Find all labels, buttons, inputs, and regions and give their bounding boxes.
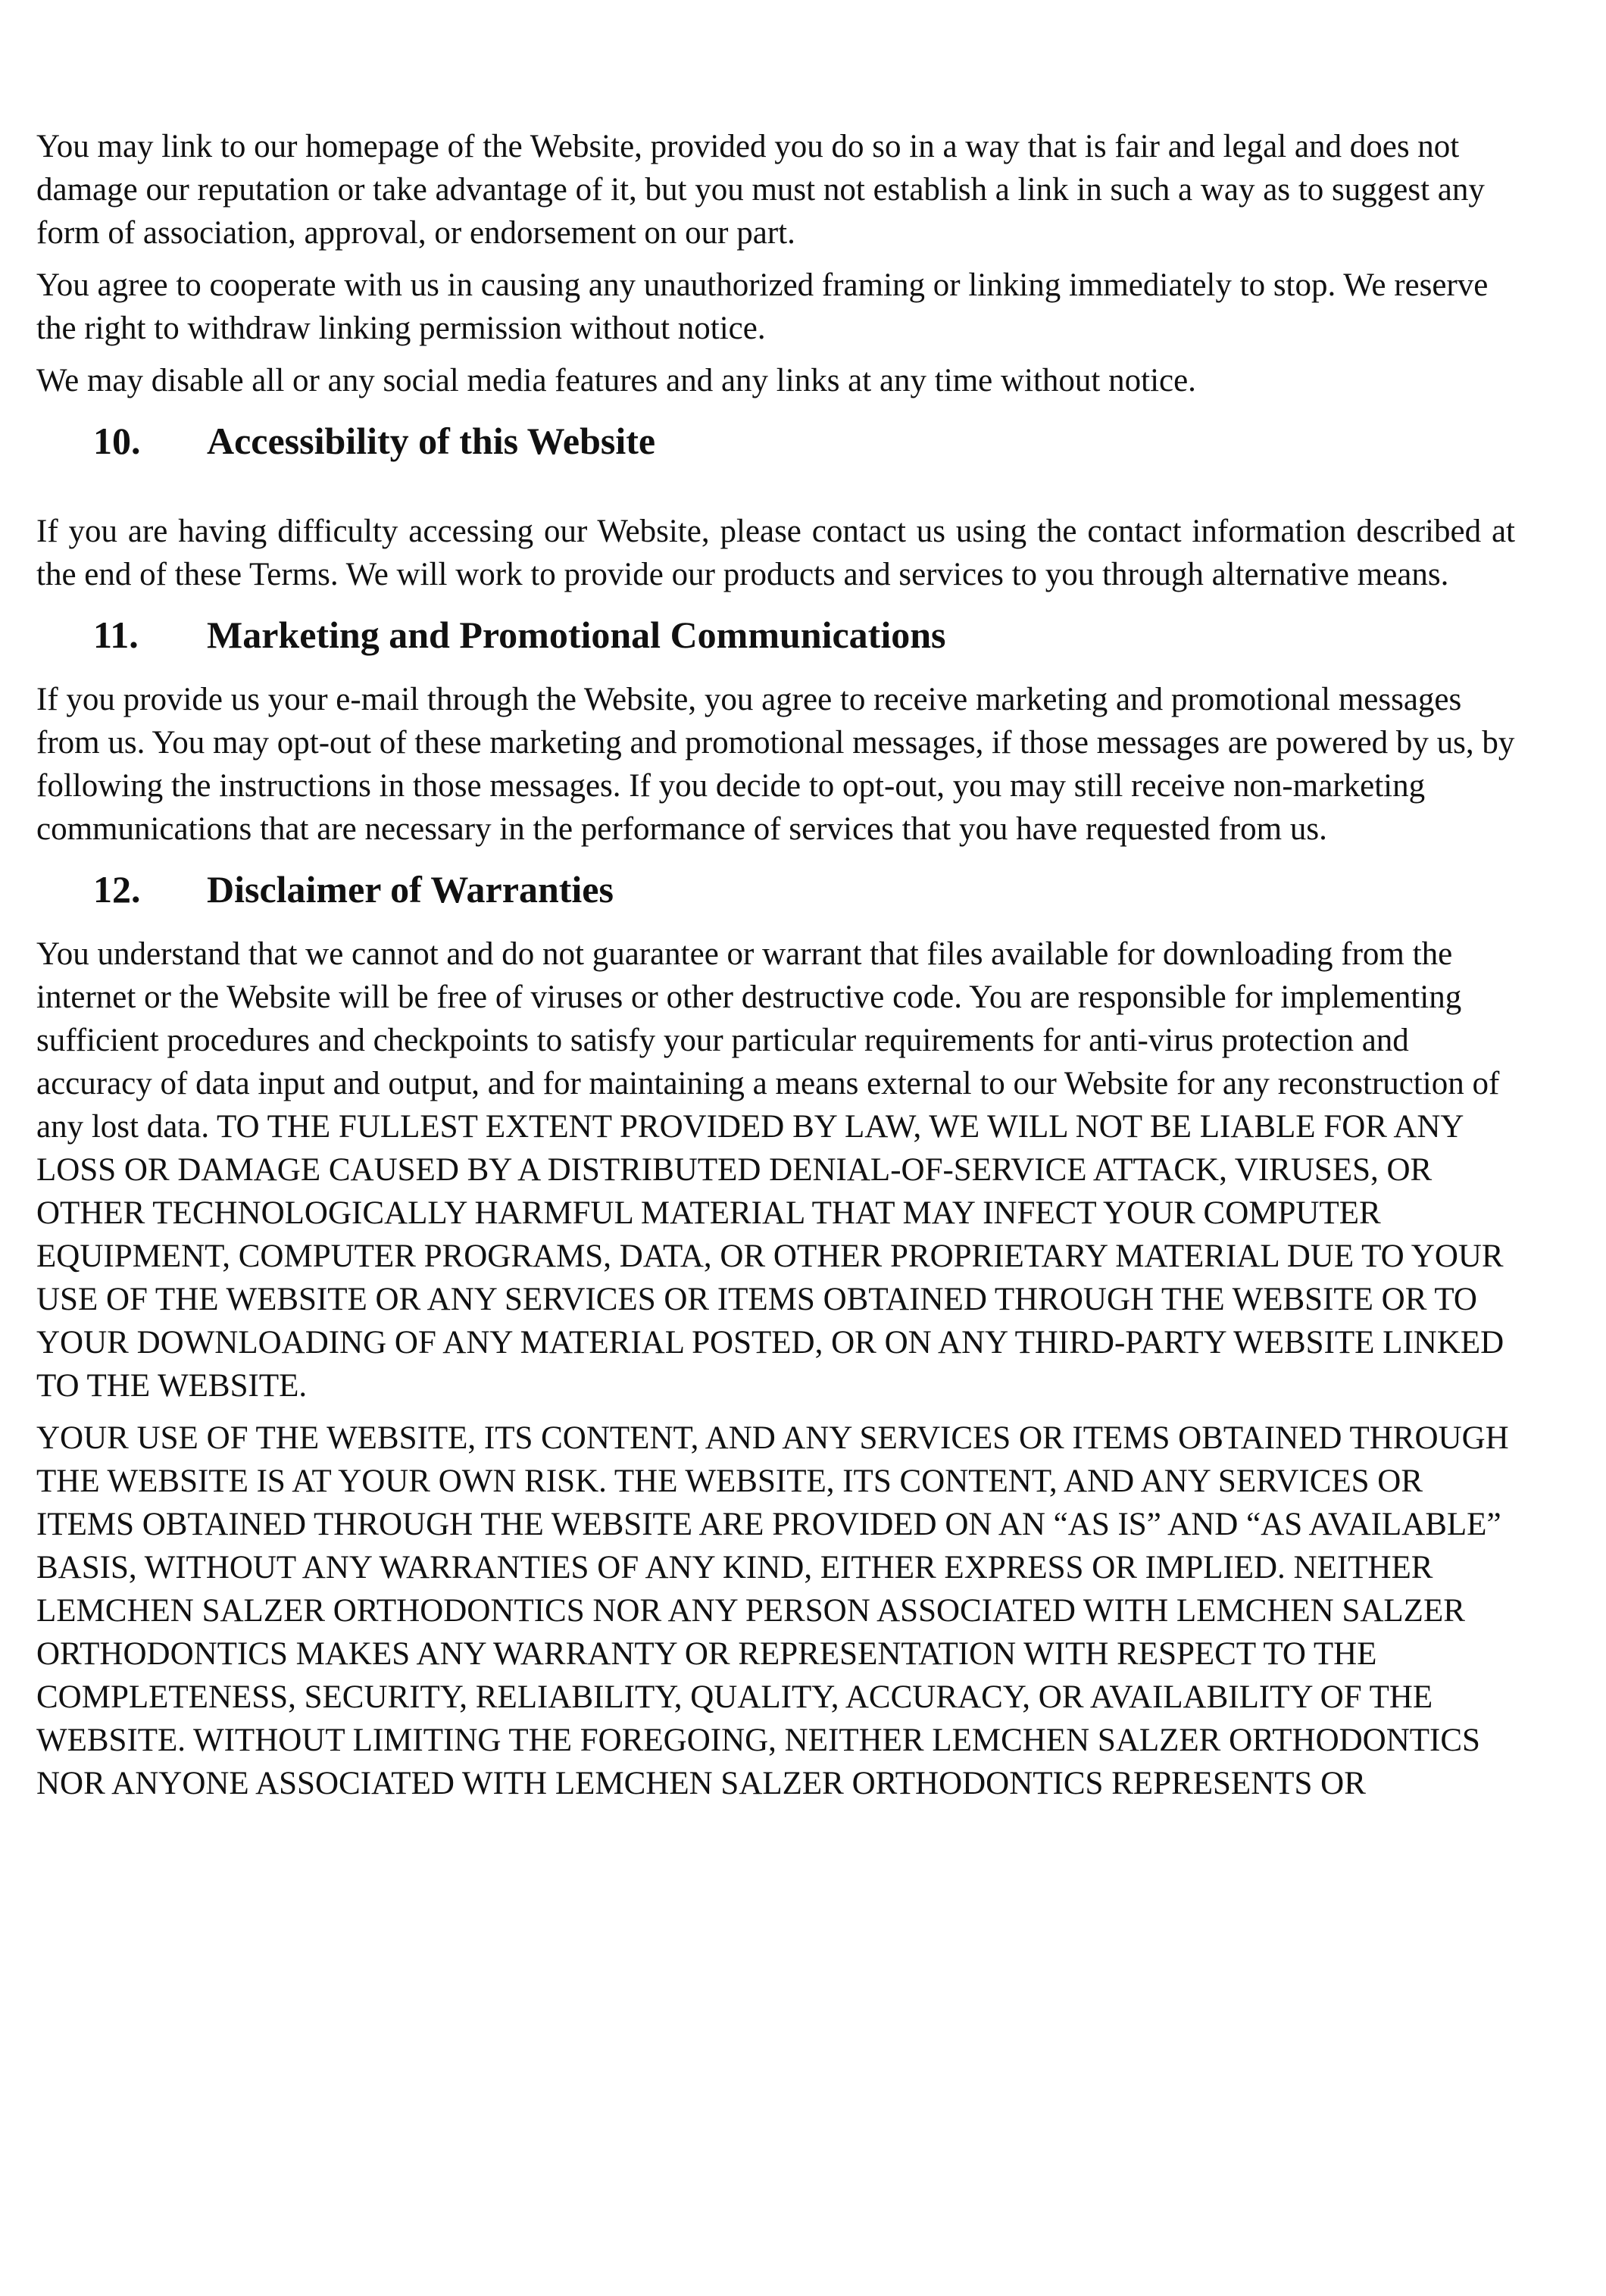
section-title: Marketing and Promotional Communications <box>207 614 946 656</box>
section-number: 10. <box>93 420 141 462</box>
paragraph-disable-social-media: We may disable all or any social media features and any links at any time without notice. <box>36 363 1196 398</box>
paragraph-disclaimer-viruses: You understand that we cannot and do not guarantee or warrant that files available for downloading from the internet or the Website will be free of viruses or other destructive code. You are responsible for implementing sufficient procedures and checkpoints to satisfy your particular requirements for anti-virus protection and accuracy of data input and output, and for maintaining a means external to our Website for any reconstruction of any lost data. TO THE FULLEST EXTENT PROVIDED BY LAW, WE WILL NOT BE LIABLE FOR ANY LOSS OR DAMAGE CAUSED BY A DISTRIBUTED DENIAL-OF-SERVICE ATTACK, VIRUSES, OR OTHER TECHNOLOGICALLY HARMFUL MATERIAL THAT MAY INFECT YOUR COMPUTER EQUIPMENT, COMPUTER PROGRAMS, DATA, OR OTHER PROPRIETARY MATERIAL DUE TO YOUR USE OF THE WEBSITE OR ANY SERVICES OR ITEMS OBTAINED THROUGH THE WEBSITE OR TO YOUR DOWNLOADING OF ANY MATERIAL POSTED, OR ON ANY THIRD-PARTY WEBSITE LINKED TO THE WEBSITE. <box>36 936 1504 1404</box>
section-number: 12. <box>93 868 141 911</box>
section-number: 11. <box>93 614 139 656</box>
section-heading-disclaimer <box>36 866 1515 913</box>
paragraph-accessibility: If you are having difficulty accessing our Website, please contact us using the contact information described at the end of these Terms. We will work to provide our products and services to you through alternative means. <box>36 514 1515 592</box>
paragraph-cooperate-framing: You agree to cooperate with us in causing any unauthorized framing or linking immediately to stop. We reserve the right to withdraw linking permission without notice. <box>36 267 1489 346</box>
paragraph-marketing: If you provide us your e-mail through the Website, you agree to receive marketing and promotional messages from us. You may opt-out of these marketing and promotional messages, if those messages are powered by us, by following the instructions in those messages. If you decide to opt-out, you may still receive non-marketing communications that are necessary in the performance of services that you have requested from us. <box>36 682 1515 847</box>
section-title: Accessibility of this Website <box>207 420 656 462</box>
paragraph-disclaimer-as-is: YOUR USE OF THE WEBSITE, ITS CONTENT, AND ANY SERVICES OR ITEMS OBTAINED THROUGH THE WEBSITE IS AT YOUR OWN RISK. THE WEBSITE, ITS CONTENT, AND ANY SERVICES OR ITEMS OBTAINED THROUGH THE WEBSITE ARE PROVIDED ON AN “AS IS” AND “AS AVAILABLE” BASIS, WITHOUT ANY WARRANTIES OF ANY KIND, EITHER EXPRESS OR IMPLIED. NEITHER LEMCHEN SALZER ORTHODONTICS NOR ANY PERSON ASSOCIATED WITH LEMCHEN SALZER ORTHODONTICS MAKES ANY WARRANTY OR REPRESENTATION WITH RESPECT TO THE COMPLETENESS, SECURITY, RELIABILITY, QUALITY, ACCURACY, OR AVAILABILITY OF THE WEBSITE. WITHOUT LIMITING THE FOREGOING, NEITHER LEMCHEN SALZER ORTHODONTICS NOR ANYONE ASSOCIATED WITH LEMCHEN SALZER ORTHODONTICS REPRESENTS OR <box>36 1420 1509 1801</box>
section-heading-accessibility <box>36 417 1515 464</box>
section-title: Disclaimer of Warranties <box>207 868 614 911</box>
paragraph-linking-homepage: You may link to our homepage of the Website, provided you do so in a way that is fair and legal and does not damage our reputation or take advantage of it, but you must not establish a link in such a way as to suggest any form of association, approval, or endorsement on our part. <box>36 129 1485 251</box>
section-heading-marketing <box>36 611 1515 658</box>
